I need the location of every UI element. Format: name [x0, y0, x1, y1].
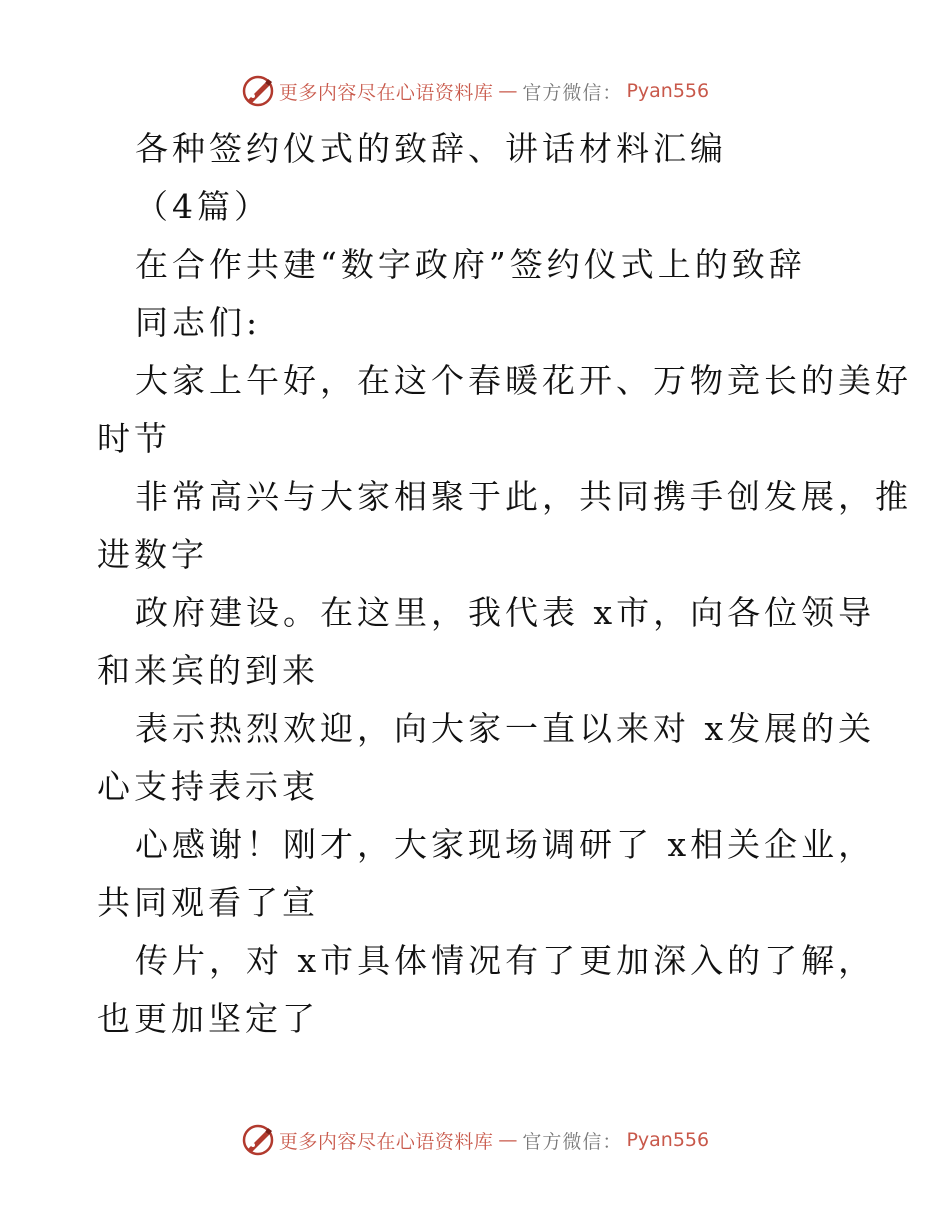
wechat-label: 官方微信： — [522, 81, 623, 104]
speech-title: 在合作共建“数字政府”签约仪式上的致辞 — [135, 245, 806, 284]
body-line: 和来宾的到来 — [97, 651, 319, 690]
body-line: 进数字 — [97, 535, 208, 574]
promo-text: 更多内容尽在心语资料库 — [278, 81, 494, 104]
wechat-label: 官方微信： — [522, 1130, 623, 1153]
document-body — [97, 120, 912, 1048]
body-line: 也更加坚定了 — [97, 999, 319, 1038]
banner-dash: — — [498, 1129, 518, 1151]
body-line: 政府建设。在这里，我代表 x市，向各位领导 — [135, 593, 876, 632]
document-subtitle: （4篇） — [135, 187, 271, 226]
salutation: 同志们: — [135, 303, 262, 342]
promo-text: 更多内容尽在心语资料库 — [278, 1130, 494, 1153]
banner-dash: — — [498, 80, 518, 102]
body-line: 共同观看了宣 — [97, 883, 319, 922]
body-line: 心感谢！刚才，大家现场调研了 x相关企业， — [135, 825, 876, 864]
wechat-id: Pyan556 — [626, 1129, 710, 1151]
body-line: 心支持表示衷 — [97, 767, 319, 806]
wechat-id: Pyan556 — [626, 80, 710, 102]
body-line: 表示热烈欢迎，向大家一直以来对 x发展的关 — [135, 709, 876, 748]
body-line: 非常高兴与大家相聚于此，共同携手创发展，推 — [135, 477, 912, 516]
pen-logo-icon — [241, 74, 275, 108]
footer-banner — [0, 1120, 950, 1160]
pen-logo-icon — [241, 1123, 275, 1157]
header-banner-content — [241, 74, 709, 108]
document-title: 各种签约仪式的致辞、讲话材料汇编 — [135, 129, 727, 168]
body-line: 大家上午好，在这个春暖花开、万物竞长的美好 — [135, 361, 912, 400]
body-line: 时节 — [97, 419, 171, 458]
body-line: 传片，对 x市具体情况有了更加深入的了解， — [135, 941, 876, 980]
footer-banner-content — [241, 1123, 709, 1157]
header-banner — [0, 71, 950, 111]
